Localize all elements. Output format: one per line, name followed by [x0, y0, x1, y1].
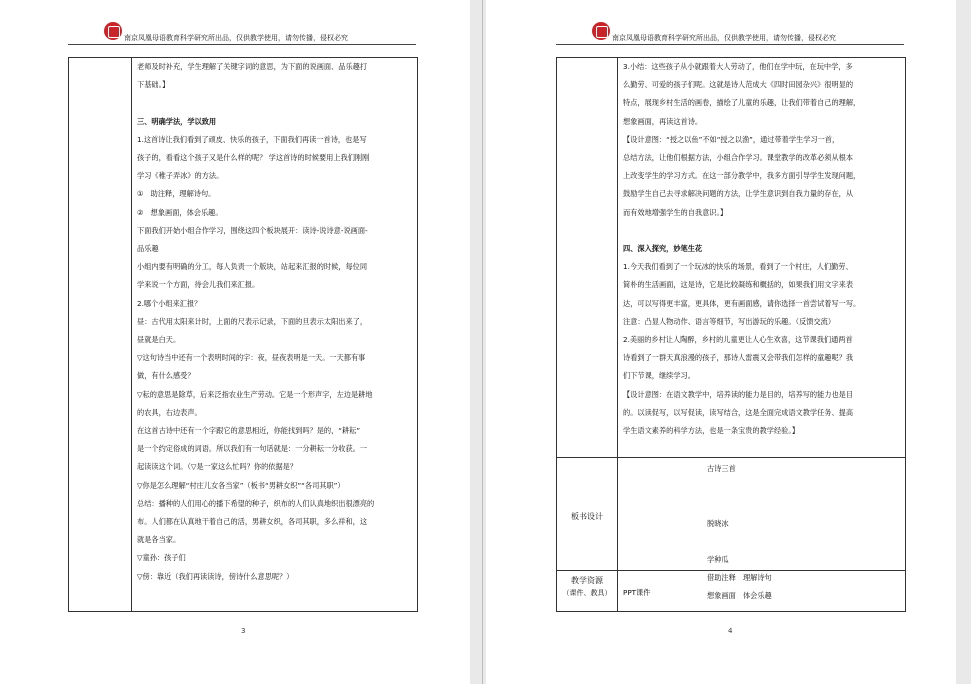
text-line: ▽傍：靠近（我们再读读诗，傍诗什么意思呢？） — [137, 571, 294, 581]
page-4 — [486, 0, 956, 684]
text-line: 小组内要有明确的分工，每人负责一个版块，站起来汇报的时候，每位同 — [137, 262, 368, 272]
text-line: 下面我们开始小组合作学习，围绕这四个板块展开：读诗-说诗意-说画面- — [137, 225, 368, 235]
text-line: 2.哪个小组来汇报？ — [137, 298, 202, 308]
text-line: 是一个约定俗成的词语。所以我们有一句话就是：一分耕耘一分收获。一 — [137, 444, 368, 454]
text-line: 【设计意图：在语文教学中，培养读的能力是目的，培养写的能力也是目 — [623, 389, 854, 399]
header-text: 南京凤凰母语教育科学研究所出品，仅供教学使用，请勿传播，侵权必究 — [612, 34, 836, 42]
lesson-table — [68, 57, 418, 612]
text-line: 2.美丽的乡村让人陶醉，乡村的儿童更让人心生欢喜，这节课我们通两首 — [623, 335, 853, 345]
page-header — [0, 20, 470, 46]
text-line — [707, 496, 897, 514]
page-number: 3 — [241, 627, 246, 635]
text-line: ▽你是怎么理解“村庄儿女各当家”（板书“男耕女织”“各司其职”） — [137, 480, 345, 490]
resources-label-line2: （课件、教具） — [562, 589, 612, 597]
header-rule — [68, 44, 416, 45]
text-line: 特点，展现乡村生活的画卷，描绘了儿童的乐趣，让我们带着自己的理解， — [623, 98, 861, 108]
text-line: ▽耘的意思是除草，后来泛指农业生产劳动。它是一个形声字，左边是耕地 — [137, 389, 373, 399]
text-line: 的。以读促写，以写促读，读写结合，这是全面完成语文教学任务、提高 — [623, 407, 854, 417]
text-line: 布。人们都在认真地干着自己的活，男耕女织，各司其职，多么祥和，这 — [137, 517, 368, 527]
page-3 — [0, 0, 470, 684]
page-number: 4 — [728, 627, 733, 635]
text-line: 借助注释 理解诗句 — [707, 573, 772, 583]
text-line: 3.小结：这些孩子从小就跟着大人劳动了，他们在学中玩，在玩中学，多 — [623, 62, 853, 71]
resources-label-line1: 教学资源 — [571, 576, 603, 585]
text-line — [707, 478, 897, 496]
text-line: 注意：凸显人物动作、语言等细节，写出游玩的乐趣。（反馈交流） — [623, 316, 836, 326]
board-design-label: 板书设计 — [571, 512, 603, 521]
text-line: ▽童孙：孩子们 — [137, 553, 186, 563]
text-line: 昼就是白天。 — [137, 335, 181, 345]
text-line: 简朴的生活画面，这是诗，它是比较凝练和概括的，如果我们用文字来表 — [623, 280, 854, 290]
text-line: 三、明确学法，学以致用 — [137, 116, 217, 126]
lesson-table — [556, 57, 906, 612]
text-line: 总结方法，让他们根据方法，小组合作学习。课堂教学的改革必须从根本 — [623, 153, 854, 163]
text-line: 1.今天我们看到了一个玩冰的快乐的场景，看到了一个村庄，人们勤劳、 — [623, 262, 853, 272]
text-line: 学种瓜 — [707, 555, 729, 565]
text-line: 孩子的，看看这个孩子又是什么样的呢？ 学这首诗的时候要用上我们刚刚 — [137, 153, 370, 163]
text-line: 起读读这个词。（▽是一家这么忙吗？你的依据是？ — [137, 462, 298, 472]
text-line: 想象画面 体会乐趣 — [707, 591, 772, 601]
text-line: ▽这句诗当中还有一个表明时间的字：夜，昼夜表明是一天。一天都有事 — [137, 353, 366, 363]
text-line: 而有效地增强学生的自我意识。】 — [623, 207, 728, 217]
text-line — [623, 222, 903, 240]
text-line — [137, 94, 415, 112]
text-line: 诗看到了一群天真浪漫的孩子，那诗人雷震又会带我们怎样的童趣呢？我 — [623, 353, 854, 363]
text-line: 昼：古代用太阳来计时，上面的尺表示记录，下面的旦表示太阳出来了， — [137, 316, 368, 326]
text-line: ② 想象画面，体会乐趣。 — [137, 207, 223, 217]
resources-value: PPT课件 — [623, 588, 651, 597]
text-line: 老师及时补充，学生理解了关键字词的意思，为下面的说画面、品乐趣打 — [137, 62, 368, 71]
text-line: 总结：播种的人们用心的播下希望的种子，织布的人们认真地织出很漂亮的 — [137, 498, 375, 508]
lesson-body-text — [623, 58, 903, 440]
text-line: 就是各当家。 — [137, 535, 181, 545]
resources-label — [557, 574, 617, 600]
text-line: 1.这首诗让我们看到了顽皮、快乐的孩子，下面我们再读一首诗，也是写 — [137, 134, 367, 144]
text-line: 么勤劳、可爱的孩子们呢。这就是诗人范成大《四时田园杂兴》很明显的 — [623, 80, 854, 90]
page-divider — [482, 0, 483, 684]
text-line: 达，可以写得更丰富，更具体，更有画面感，请你选择一首尝试着写一写。 — [623, 298, 861, 308]
text-line: 在这首古诗中还有一个字跟它的意思相近，你能找到吗？是的，“耕耘” — [137, 426, 361, 436]
text-line: 学习《稚子弄冰》的方法。 — [137, 171, 224, 181]
text-line: 想象画面，再读这首诗。 — [623, 116, 703, 126]
text-line: 鼓励学生自己去寻求解决问题的方法，让学生意识到自我力量的存在，从 — [623, 189, 854, 199]
text-line: 古诗三首 — [707, 464, 736, 473]
text-line: 的农具，右边表声。 — [137, 407, 202, 417]
table-column-divider — [617, 58, 618, 611]
text-line: 学来说一个方面，待会儿我们来汇报。 — [137, 280, 260, 290]
text-line: 【设计意图：“授之以鱼”不如“授之以渔”，通过带着学生学习一首， — [623, 134, 840, 144]
text-line: 上改变学生的学习方式。在这一部分教学中，我多方面引导学生发现问题， — [623, 171, 861, 181]
board-design-content — [707, 460, 897, 606]
table-row-divider — [557, 457, 905, 458]
table-row-divider — [557, 570, 905, 571]
header-rule — [556, 44, 904, 45]
lesson-body-text — [137, 58, 415, 586]
text-line: 四、深入探究，妙笔生花 — [623, 244, 703, 254]
text-line: ① 助注释，理解诗句。 — [137, 189, 216, 199]
text-line — [707, 533, 897, 551]
logo-seal-icon — [104, 22, 122, 40]
table-column-divider — [131, 58, 132, 611]
header-text: 南京凤凰母语教育科学研究所出品，仅供教学使用，请勿传播，侵权必究 — [124, 34, 348, 42]
text-line: 做，有什么感受？ — [137, 371, 195, 381]
logo-seal-icon — [592, 22, 610, 40]
text-line: 品乐趣 — [137, 244, 159, 254]
text-line: 学生语文素养的科学方法，也是一条宝贵的教学经验。】 — [623, 426, 800, 436]
text-line: 脱晓冰 — [707, 518, 729, 528]
page-header — [486, 20, 956, 46]
text-line: 们下节课，继续学习。 — [623, 371, 695, 381]
text-line: 下基础。】 — [137, 80, 170, 90]
